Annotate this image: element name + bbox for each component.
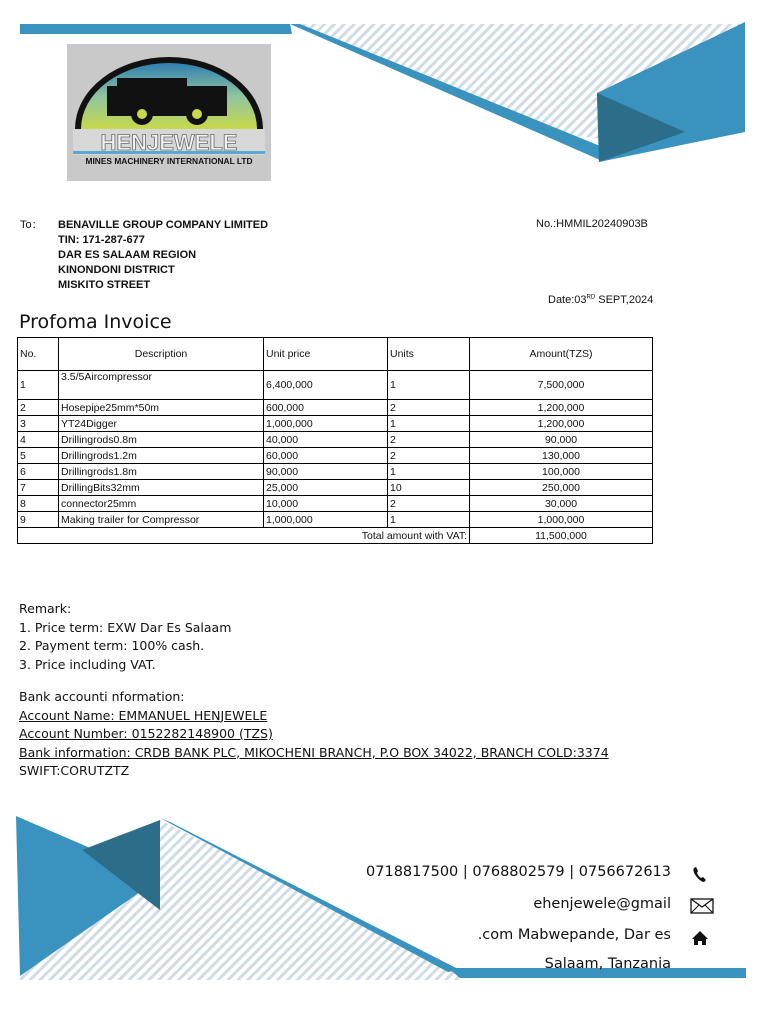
table-row bbox=[18, 371, 653, 400]
to-label: To： bbox=[20, 219, 43, 231]
table-row bbox=[18, 400, 653, 416]
row-amount: 1,000,000 bbox=[470, 512, 653, 528]
home-icon bbox=[690, 928, 710, 948]
row-amount: 130,000 bbox=[470, 448, 653, 464]
invoice-number: No.:HMMIL20240903B bbox=[536, 218, 648, 230]
row-unit-price: 1,000,000 bbox=[264, 416, 388, 432]
recipient-tin: TIN: 171-287-677 bbox=[58, 234, 145, 246]
items-table bbox=[17, 337, 653, 544]
row-units: 2 bbox=[388, 432, 470, 448]
logo-company-name: HENJEWELE bbox=[100, 130, 238, 155]
row-unit-price: 40,000 bbox=[264, 432, 388, 448]
recipient-district: KINONDONI DISTRICT bbox=[58, 264, 175, 276]
row-no: 9 bbox=[18, 512, 59, 528]
row-description: YT24Digger bbox=[59, 416, 264, 432]
row-amount: 1,200,000 bbox=[470, 416, 653, 432]
row-unit-price: 60,000 bbox=[264, 448, 388, 464]
row-description: Hosepipe25mm*50m bbox=[59, 400, 264, 416]
row-units: 2 bbox=[388, 448, 470, 464]
row-amount: 30,000 bbox=[470, 496, 653, 512]
row-unit-price: 10,000 bbox=[264, 496, 388, 512]
row-description: DrillingBits32mm bbox=[59, 480, 264, 496]
row-unit-price: 600,000 bbox=[264, 400, 388, 416]
row-no: 1 bbox=[18, 371, 59, 400]
row-description: Making trailer for Compressor bbox=[59, 512, 264, 528]
invoice-date: Date:03RD SEPT,2024 bbox=[548, 294, 654, 306]
company-logo bbox=[67, 44, 271, 181]
row-no: 7 bbox=[18, 480, 59, 496]
table-header-row bbox=[18, 338, 653, 371]
row-unit-price: 1,000,000 bbox=[264, 512, 388, 528]
header-description: Description bbox=[59, 338, 264, 371]
table-row bbox=[18, 512, 653, 528]
table-row bbox=[18, 480, 653, 496]
bank-account-number: Account Number: 0152282148900 (TZS) bbox=[19, 726, 273, 741]
header-amount: Amount(TZS) bbox=[470, 338, 653, 371]
remarks-heading: Remark: bbox=[19, 601, 72, 616]
bank-block bbox=[19, 688, 609, 781]
remark-item: 3. Price including VAT. bbox=[19, 656, 156, 672]
remarks-block bbox=[19, 600, 231, 674]
header-no: No. bbox=[18, 338, 59, 371]
row-no: 5 bbox=[18, 448, 59, 464]
row-units: 2 bbox=[388, 400, 470, 416]
row-amount: 100,000 bbox=[470, 464, 653, 480]
contact-phones: 0718817500 | 0768802579 | 0756672613 bbox=[366, 864, 671, 880]
recipient-region: DAR ES SALAAM REGION bbox=[58, 249, 197, 261]
row-amount: 7,500,000 bbox=[470, 371, 653, 400]
contact-address-line2: Salaam, Tanzania bbox=[544, 956, 671, 972]
row-no: 2 bbox=[18, 400, 59, 416]
row-unit-price: 6,400,000 bbox=[264, 371, 388, 400]
bank-heading: Bank accounti nformation: bbox=[19, 689, 185, 704]
row-amount: 1,200,000 bbox=[470, 400, 653, 416]
row-no: 3 bbox=[18, 416, 59, 432]
row-units: 1 bbox=[388, 371, 470, 400]
row-description: 3.5/5Aircompressor bbox=[59, 371, 264, 400]
row-description: Drillingrods0.8m bbox=[59, 432, 264, 448]
contact-email: ehenjewele@gmail bbox=[533, 896, 671, 912]
table-row bbox=[18, 448, 653, 464]
row-units: 2 bbox=[388, 496, 470, 512]
remark-item: 2. Payment term: 100% cash. bbox=[19, 638, 205, 653]
row-unit-price: 25,000 bbox=[264, 480, 388, 496]
row-no: 6 bbox=[18, 464, 59, 480]
bank-account-name: Account Name: EMMANUEL HENJEWELE bbox=[19, 707, 268, 723]
row-description: Drillingrods1.8m bbox=[59, 464, 264, 480]
total-value: 11,500,000 bbox=[470, 528, 653, 544]
table-row bbox=[18, 432, 653, 448]
page-title: Profoma Invoice bbox=[19, 311, 172, 333]
mail-icon bbox=[690, 896, 714, 916]
row-units: 1 bbox=[388, 512, 470, 528]
remark-item: 1. Price term: EXW Dar Es Salaam bbox=[19, 619, 232, 635]
row-amount: 250,000 bbox=[470, 480, 653, 496]
recipient-company: BENAVILLE GROUP COMPANY LIMITED bbox=[58, 219, 269, 231]
row-units: 1 bbox=[388, 416, 470, 432]
row-unit-price: 90,000 bbox=[264, 464, 388, 480]
row-description: connector25mm bbox=[59, 496, 264, 512]
row-amount: 90,000 bbox=[470, 432, 653, 448]
bank-information: Bank information: CRDB BANK PLC, MIKOCHENI BRANCH, P.O BOX 34022, BRANCH COLD:3374 bbox=[19, 744, 609, 760]
recipient-street: MISKITO STREET bbox=[58, 279, 151, 291]
row-no: 8 bbox=[18, 496, 59, 512]
phone-icon bbox=[690, 865, 710, 885]
total-label: Total amount with VAT: bbox=[18, 528, 470, 544]
table-row bbox=[18, 496, 653, 512]
row-no: 4 bbox=[18, 432, 59, 448]
logo-tagline: MINES MACHINERY INTERNATIONAL LTD bbox=[85, 156, 253, 166]
table-row bbox=[18, 416, 653, 432]
row-units: 10 bbox=[388, 480, 470, 496]
header-unit-price: Unit price bbox=[264, 338, 388, 371]
bank-swift: SWIFT:CORUTZTZ bbox=[19, 763, 130, 778]
table-row bbox=[18, 464, 653, 480]
total-row bbox=[18, 528, 653, 544]
header-units: Units bbox=[388, 338, 470, 371]
row-units: 1 bbox=[388, 464, 470, 480]
contact-address-line1: .com Mabwepande, Dar es bbox=[477, 927, 671, 943]
row-description: Drillingrods1.2m bbox=[59, 448, 264, 464]
